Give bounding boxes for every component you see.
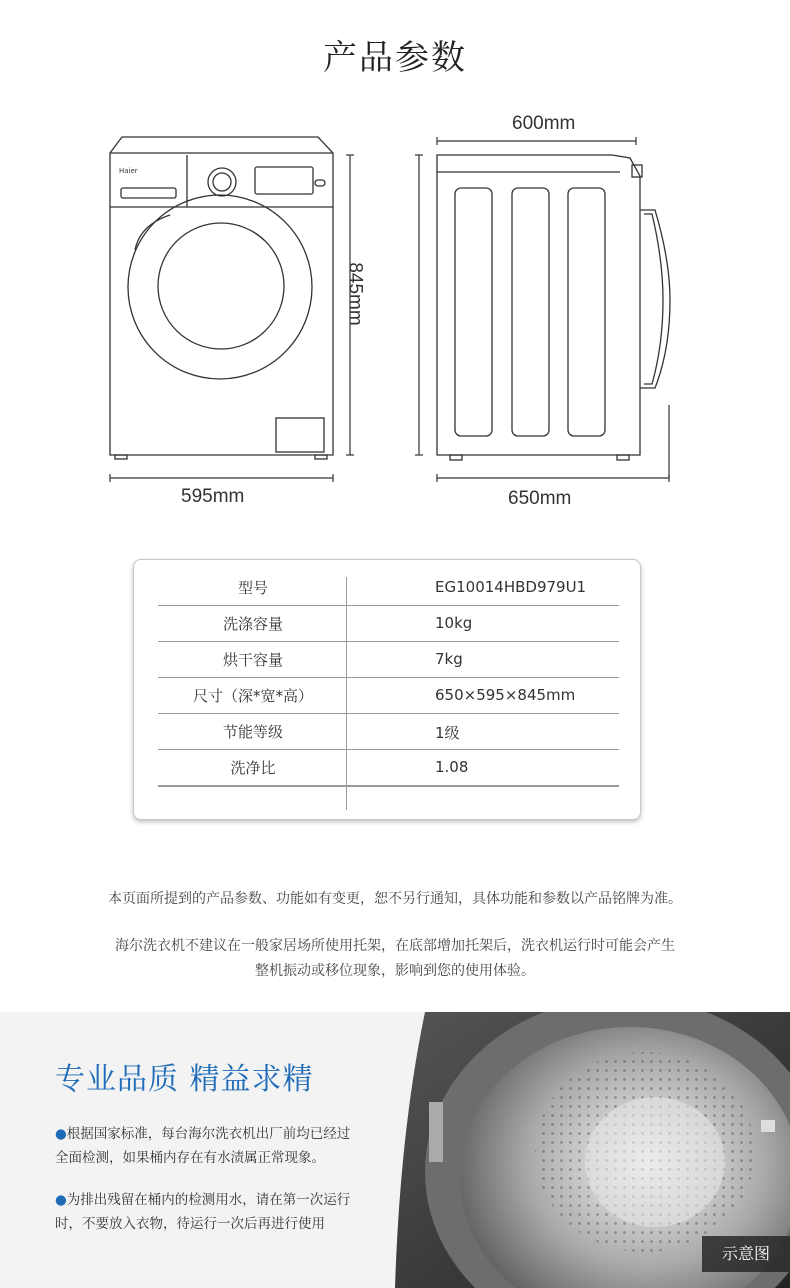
bullet-2-line-a: 为排出残留在桶内的检测用水，请在第一次运行 xyxy=(66,1192,351,1208)
bullet-dot-icon: ● xyxy=(55,1192,67,1208)
spec-value: 1.08 xyxy=(435,758,469,776)
spec-label: 尺寸（深*宽*高） xyxy=(192,687,313,705)
spec-label: 烘干容量 xyxy=(222,651,283,669)
spec-value: EG10014HBD979U1 xyxy=(435,578,587,596)
quality-bullet-2 xyxy=(55,1188,385,1236)
spec-table xyxy=(133,559,641,820)
spec-value: 1级 xyxy=(435,724,460,742)
quality-bullet-1 xyxy=(55,1122,385,1170)
notice-line-1: 本页面所提到的产品参数、功能如有变更，恕不另行通知，具体功能和参数以产品铭牌为准。 xyxy=(108,891,682,907)
spec-row xyxy=(158,677,619,714)
page-title: 产品参数 xyxy=(323,38,467,78)
notice-line-3: 整机振动或移位现象，影响到您的使用体验。 xyxy=(255,963,535,979)
bullet-dot-icon: ● xyxy=(55,1126,67,1142)
spec-row xyxy=(158,605,619,642)
spec-row xyxy=(158,749,619,786)
brand-logo: Haier xyxy=(119,167,138,175)
spec-row xyxy=(158,785,619,787)
spec-label: 洗涤容量 xyxy=(222,615,283,633)
spec-label: 节能等级 xyxy=(222,723,283,741)
spec-value: 10kg xyxy=(435,614,473,632)
spec-label: 洗净比 xyxy=(230,759,276,777)
notice-line-2: 海尔洗衣机不建议在一般家居场所使用托架，在底部增加托架后，洗衣机运行时可能会产生 xyxy=(115,938,675,954)
photo-caption: 示意图 xyxy=(702,1236,790,1272)
quality-title: 专业品质 精益求精 xyxy=(55,1062,314,1097)
spec-value: 650×595×845mm xyxy=(435,686,576,704)
dimension-diagram xyxy=(0,100,790,520)
bullet-1-line-a: 根据国家标准，每台海尔洗衣机出厂前均已经过 xyxy=(66,1126,351,1142)
width-label: 595mm xyxy=(181,486,245,507)
depth-top-label: 600mm xyxy=(512,113,576,134)
depth-total-label: 650mm xyxy=(508,488,572,509)
front-view-washer xyxy=(110,137,333,459)
bullet-2-line-b: 时，不要放入衣物，待运行一次后再进行使用 xyxy=(55,1216,325,1232)
spec-value: 7kg xyxy=(435,650,463,668)
spec-row xyxy=(158,713,619,750)
side-view-washer xyxy=(437,155,670,460)
spec-row xyxy=(158,569,619,606)
spec-label: 型号 xyxy=(237,579,268,597)
height-label: 845mm xyxy=(344,262,366,326)
spec-row xyxy=(158,641,619,678)
quality-banner xyxy=(0,1012,790,1288)
bullet-1-line-b: 全面检测，如果桶内存在有水渍属正常现象。 xyxy=(55,1150,325,1166)
